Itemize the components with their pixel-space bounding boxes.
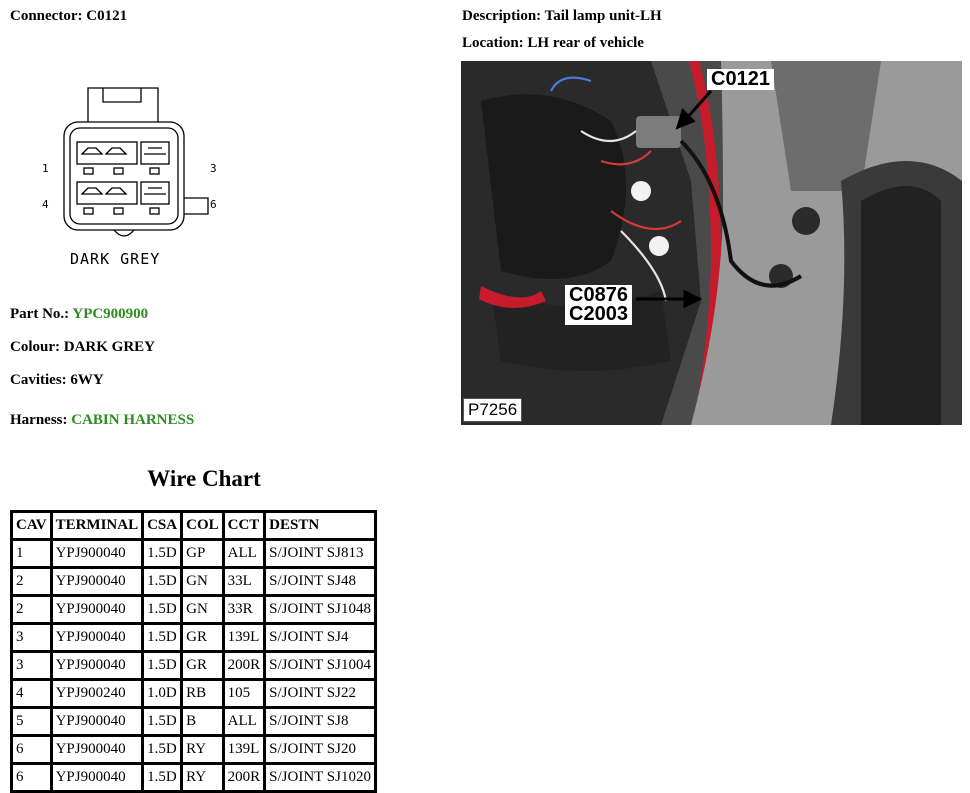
cell-csa: 1.5D <box>144 597 180 622</box>
cell-cav: 2 <box>13 597 50 622</box>
cell-csa: 1.5D <box>144 653 180 678</box>
colour-line <box>10 339 155 356</box>
colour-label: Colour: <box>10 339 60 355</box>
cell-cav: 2 <box>13 569 50 594</box>
cell-destn: S/JOINT SJ1004 <box>266 653 374 678</box>
pin-label-6: 6 <box>210 198 217 211</box>
cavities-value: 6WY <box>70 372 104 388</box>
connector-heading <box>10 8 127 25</box>
description-line <box>462 8 662 25</box>
description-label: Description: <box>462 8 542 24</box>
location-value: LH rear of vehicle <box>527 35 644 51</box>
pin-label-3: 3 <box>210 162 217 175</box>
table-header-row <box>13 513 374 538</box>
description-value: Tail lamp unit-LH <box>544 8 662 24</box>
table-row <box>13 625 374 650</box>
cell-cct: ALL <box>225 541 264 566</box>
cell-destn: S/JOINT SJ8 <box>266 709 374 734</box>
cell-destn: S/JOINT SJ22 <box>266 681 374 706</box>
cell-cct: ALL <box>225 709 264 734</box>
cell-col: GR <box>183 653 222 678</box>
cell-col: GN <box>183 569 222 594</box>
callout-c2003: C2003 <box>569 303 628 325</box>
cell-cav: 3 <box>13 625 50 650</box>
cell-cct: 33L <box>225 569 264 594</box>
cell-terminal: YPJ900040 <box>53 653 142 678</box>
cell-csa: 1.5D <box>144 541 180 566</box>
cell-col: B <box>183 709 222 734</box>
cell-col: GP <box>183 541 222 566</box>
cell-cct: 139L <box>225 737 264 762</box>
table-row <box>13 569 374 594</box>
cell-cav: 6 <box>13 765 50 790</box>
cell-cav: 6 <box>13 737 50 762</box>
cell-cav: 4 <box>13 681 50 706</box>
table-row <box>13 653 374 678</box>
wire-chart-title: Wire Chart <box>147 466 261 491</box>
cell-destn: S/JOINT SJ1048 <box>266 597 374 622</box>
header-terminal: TERMINAL <box>53 513 142 538</box>
cavities-line <box>10 372 104 389</box>
cell-cct: 105 <box>225 681 264 706</box>
part-number-link[interactable]: YPC900900 <box>72 306 149 322</box>
cell-csa: 1.5D <box>144 569 180 594</box>
header-csa: CSA <box>144 513 180 538</box>
cell-col: GR <box>183 625 222 650</box>
cell-destn: S/JOINT SJ48 <box>266 569 374 594</box>
cell-cct: 33R <box>225 597 264 622</box>
cell-destn: S/JOINT SJ20 <box>266 737 374 762</box>
harness-label: Harness: <box>10 412 68 428</box>
callout-c0876-c2003 <box>565 285 632 325</box>
harness-link[interactable]: CABIN HARNESS <box>71 412 195 428</box>
table-row <box>13 765 374 790</box>
callout-c0121: C0121 <box>707 69 774 90</box>
callout-c0876: C0876 <box>569 284 628 306</box>
cell-terminal: YPJ900040 <box>53 541 142 566</box>
colour-value: DARK GREY <box>63 339 156 355</box>
cell-csa: 1.5D <box>144 709 180 734</box>
cell-col: RB <box>183 681 222 706</box>
cell-destn: S/JOINT SJ813 <box>266 541 374 566</box>
cell-csa: 1.5D <box>144 737 180 762</box>
cell-col: GN <box>183 597 222 622</box>
cell-terminal: YPJ900040 <box>53 625 142 650</box>
header-destn: DESTN <box>266 513 374 538</box>
photo-illustration <box>461 61 962 425</box>
location-line <box>462 35 644 52</box>
part-number-line <box>10 306 148 323</box>
table-row <box>13 597 374 622</box>
location-label: Location: <box>462 35 524 51</box>
header-cav: CAV <box>13 513 50 538</box>
cell-cav: 1 <box>13 541 50 566</box>
connector-code: C0121 <box>86 8 128 24</box>
pin-label-1: 1 <box>42 162 49 175</box>
harness-line <box>10 412 194 429</box>
location-photo <box>461 61 962 425</box>
cell-cct: 200R <box>225 765 264 790</box>
cell-terminal: YPJ900040 <box>53 737 142 762</box>
table-row <box>13 709 374 734</box>
cell-destn: S/JOINT SJ4 <box>266 625 374 650</box>
cell-csa: 1.0D <box>144 681 180 706</box>
cell-cct: 200R <box>225 653 264 678</box>
pin-label-4: 4 <box>42 198 49 211</box>
cell-csa: 1.5D <box>144 625 180 650</box>
cell-cct: 139L <box>225 625 264 650</box>
header-cct: CCT <box>225 513 264 538</box>
table-row <box>13 681 374 706</box>
header-col: COL <box>183 513 222 538</box>
cell-destn: S/JOINT SJ1020 <box>266 765 374 790</box>
wire-chart-table <box>10 510 377 793</box>
cell-terminal: YPJ900040 <box>53 709 142 734</box>
cell-terminal: YPJ900040 <box>53 765 142 790</box>
cavities-label: Cavities: <box>10 372 67 388</box>
part-number-label: Part No.: <box>10 306 70 322</box>
cell-terminal: YPJ900040 <box>53 569 142 594</box>
table-row <box>13 737 374 762</box>
cell-col: RY <box>183 765 222 790</box>
diagram-caption: DARK GREY <box>70 250 161 268</box>
table-row <box>13 541 374 566</box>
photo-reference: P7256 <box>463 398 522 422</box>
cell-cav: 3 <box>13 653 50 678</box>
connector-label: Connector: <box>10 8 83 24</box>
cell-cav: 5 <box>13 709 50 734</box>
cell-terminal: YPJ900040 <box>53 597 142 622</box>
cell-col: RY <box>183 737 222 762</box>
cell-terminal: YPJ900240 <box>53 681 142 706</box>
cell-csa: 1.5D <box>144 765 180 790</box>
